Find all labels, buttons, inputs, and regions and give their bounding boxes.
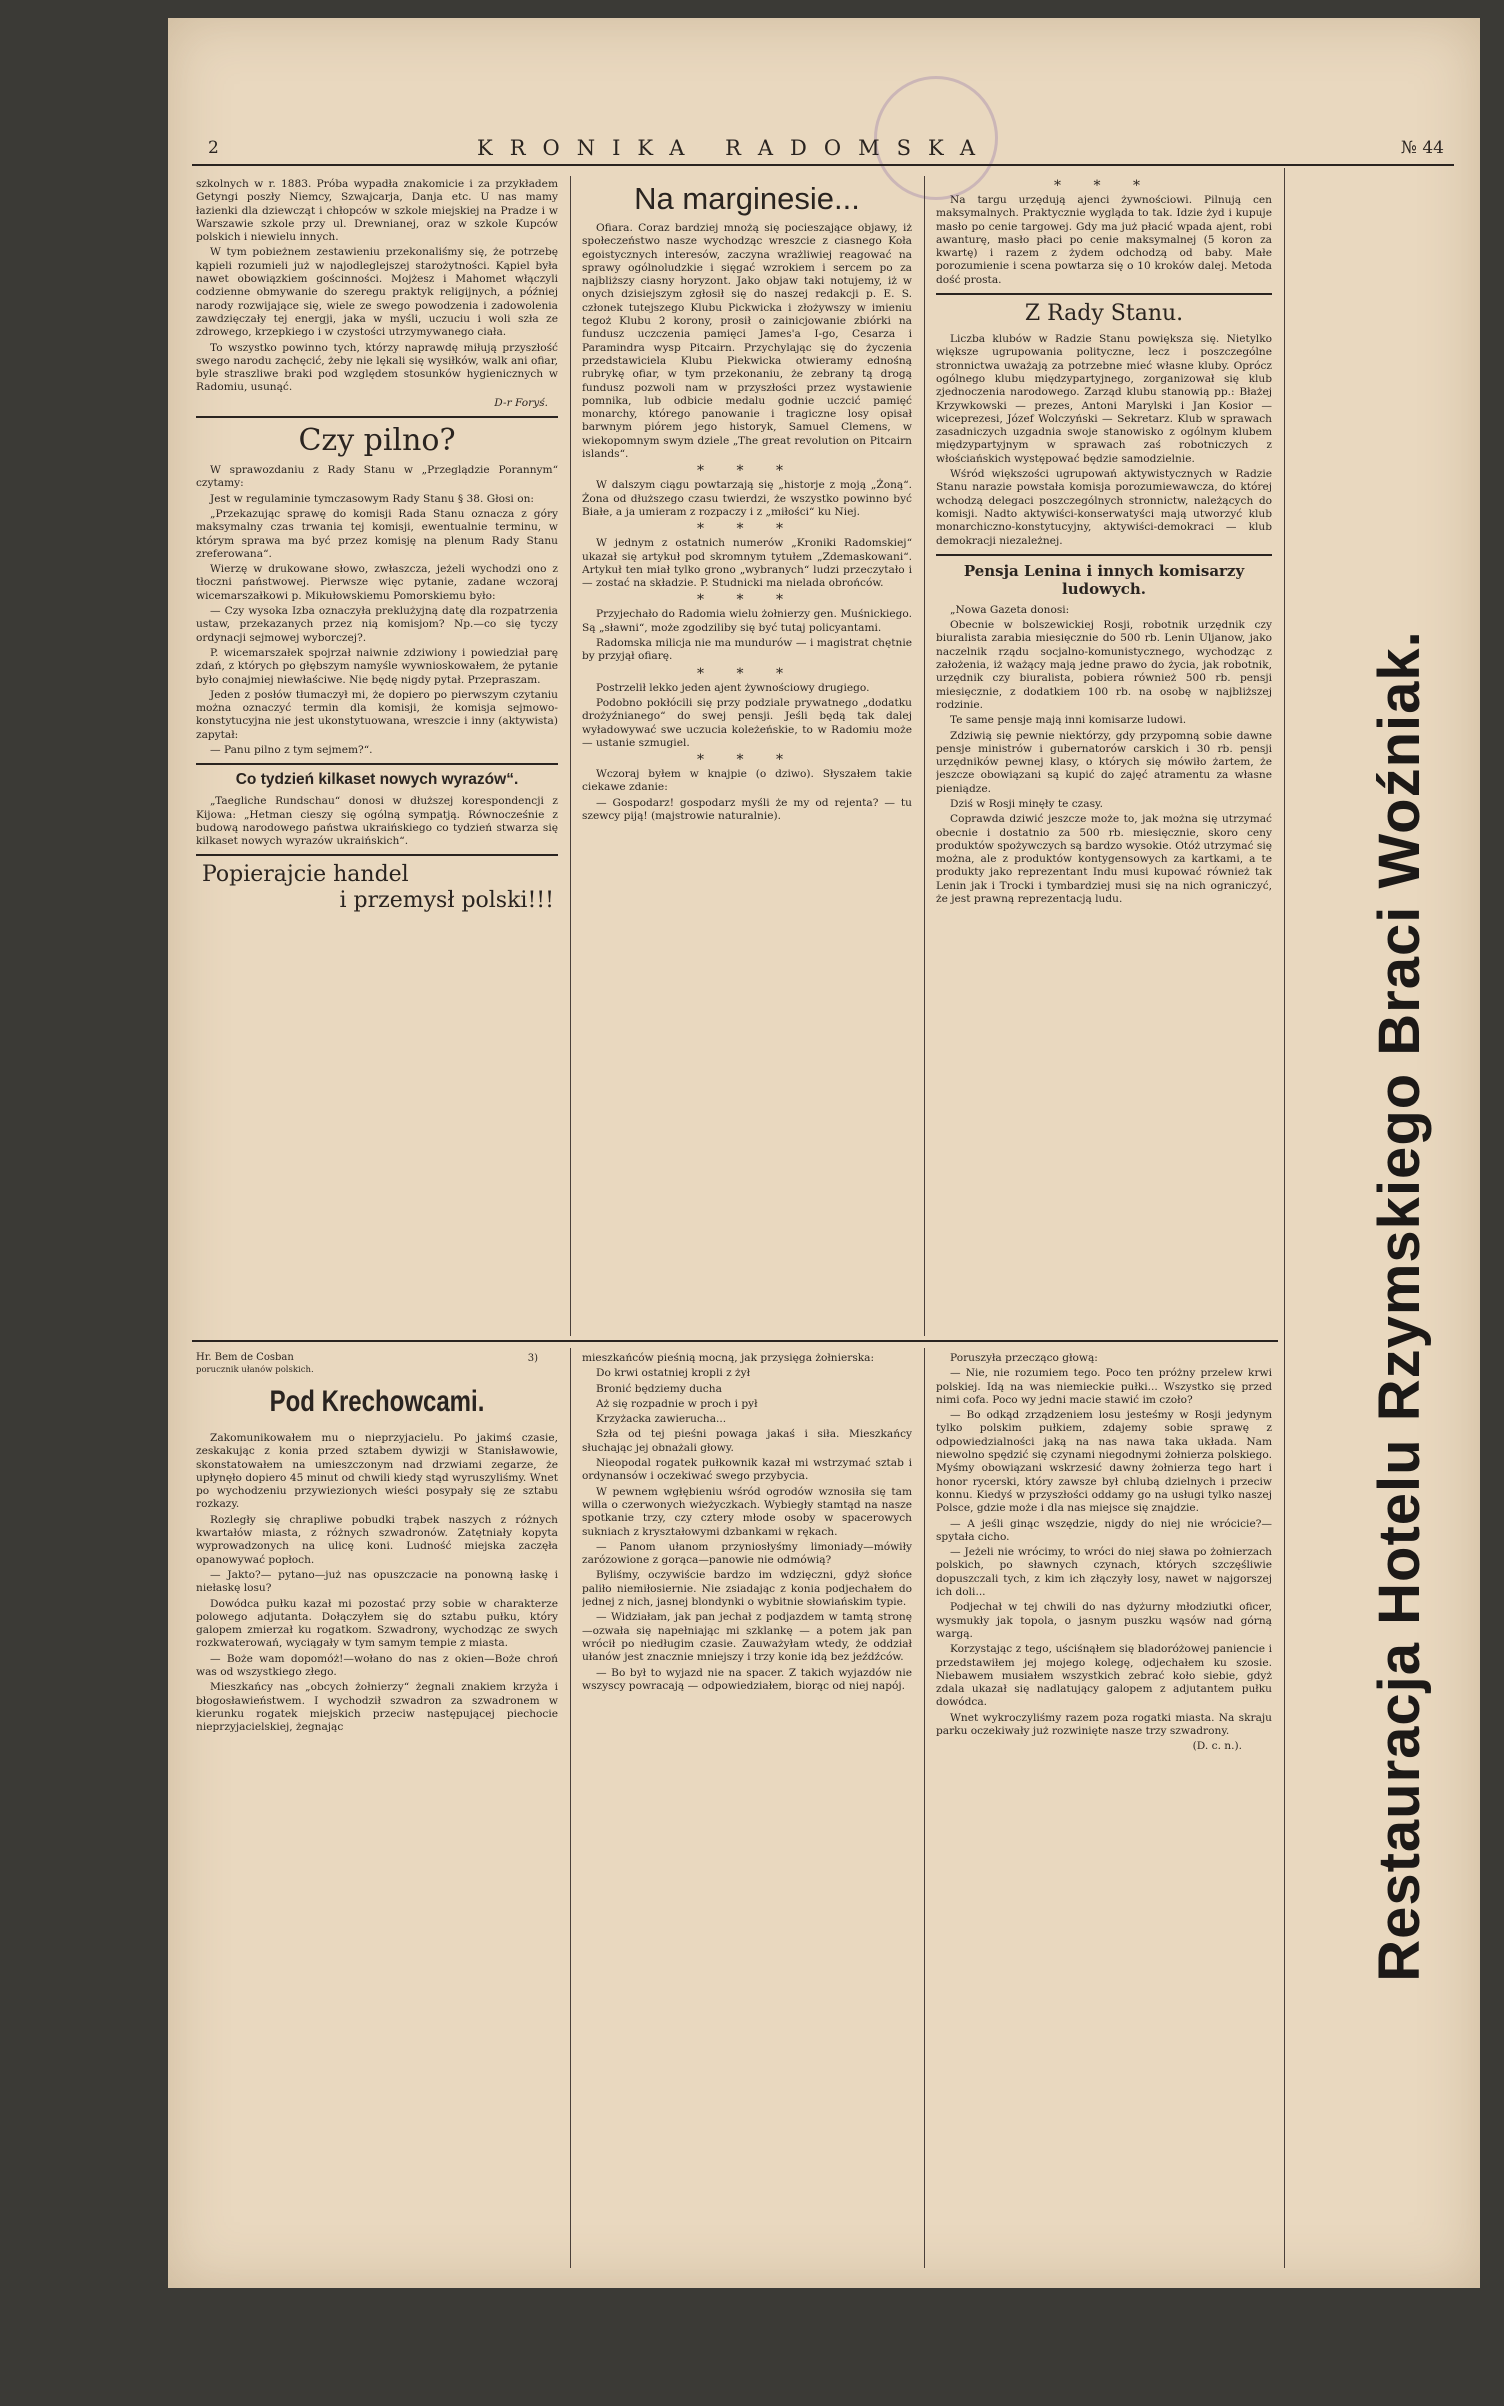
section-stars: * * * [697, 752, 797, 769]
article-text: Te same pensje mają inni komisarze ludowi. [950, 714, 1187, 727]
article-text: P. wicemarszałek spojrzał naiwnie zdziwiony i powiedział parę zdań, z których po głębszym namyśle wywnioskowałem, że pytanie było conajmiej niewłaściwe. Nie będę nigdy pytał. Przepraszam. [196, 646, 558, 686]
serial-text: — Panom ułanom przyniosłyśmy limoniady—mówiły zarózowione z gorąca—panowie nie odmówią? [582, 1540, 912, 1567]
article-text: Liczba klubów w Radzie Stanu powiększa się. Nietylko większe ugrupowania polityczne, lecz i poszczególne stronnictwa uważają za potrzebne mieć własne kluby. Oprócz ogólnego klubu międzypartyjnego, zorganizował się klub zjednoczenia narodowego. Zarząd klubu stanowią pp.: Błażej Krzywkowski — prezes, Antoni Marylski i Jan Kosior — wiceprezesi, Józef Wolczyński — Sekretarz. Klub w sprawach zasadniczych uzgadnia swoje stanowisko z ogólnym klubem międzypartyjnym w sprawach zaś robotniczych z włościańskich występować będzie samodzielnie. [936, 333, 1272, 465]
divider [936, 554, 1272, 556]
article-text: — Gospodarz! gospodarz myśli że my od rejenta? — tu szewcy piją! (majstrowie naturalnie). [582, 796, 912, 822]
slogan-line-2: i przemysł polski!!! [339, 888, 554, 914]
serial-text: — A jeśli ginąc wszędzie, nigdy do niej nie wrócicie?—spytała cicho. [936, 1517, 1272, 1543]
song-line: Do krwi ostatniej kropli z żył [596, 1367, 751, 1380]
divider [936, 293, 1272, 295]
page-header [192, 130, 1454, 166]
serial-column-2 [582, 1352, 912, 2272]
section-stars: * * * [697, 463, 797, 480]
article-text: Ofiara. Coraz bardziej mnożą się pocieszające objawy, iż społeczeństwo nasze wychodząc wreszcie z ciasnego Koła egoistycznych interesów, zaczyna wrażliwiej reagować na sprawy ogólnoludzkie i sięgać wzrokiem i sercem po za najbliższy ciasny horyzont. Jako objaw taki notujemy, iż w onych dzisiejszym zgłosił się do naszej redakcji p. E. S. członek tutejszego Klubu Pickwicka i złożywszy w imieniu tegoż Klubu 2 korony, prosił o zainicjowanie zbiórki na fundusz uczczenia pamięci James'a I-go, Cesarza i Paramindra wysp Pitcairn. Przychylając się do życzenia przedstawiciela Klubu Piekwicka otwieramy ednośną rubrykę ofiar, w tym przekonaniu, że zebrany tą drogą fundusz pozwoli nam w przyszłości przez wystawienie pomnika, lub odbicie medalu godnie uczcić pamięć monarchy, którego panowanie i tragiczne losy opisał barwnym piórem jego historyk, Samuel Clemens, w wiekopomnym swym dziele „The great revolution on Pitcairn islands“. [582, 222, 912, 461]
headline-z-rady-stanu: Z Rady Stanu. [1024, 301, 1184, 327]
newspaper-title: KRONIKA RADOMSKA [477, 136, 992, 160]
article-text: Jest w regulaminie tymczasowym Rady Stanu § 38. Głosi on: [210, 492, 534, 505]
serial-text: — Jakto?— pytano—już nas opuszczacie na ponowną łaskę i niełaskę losu? [196, 1568, 558, 1595]
headline-czy-pilno: Czy pilno? [298, 423, 456, 459]
section-stars: * * * [1054, 178, 1154, 194]
song-line: Bronić będziemy ducha [596, 1382, 722, 1395]
author-signature: D-r Foryś. [494, 396, 548, 409]
issue-number: № 44 [1400, 138, 1444, 158]
article-text: Zdziwią się pewnie niektórzy, gdy przypomną sobie dawne pensje ministrów i gubernatorów carskich i 30 rb. pensji urzędników pewnej klasy, o których się mówiło żartem, że jeszcze obowiązani są kupić do zajęć atramentu za własne pieniądze. [936, 729, 1272, 795]
divider [196, 854, 558, 856]
article-text: Wierzę w drukowane słowo, zwłaszcza, jeżeli wychodzi ono z tłoczni państwowej. Pierwsze więc pytanie, zadane wczoraj wicemarszałkowi p. Mikułowskiemu Pomorskiemu było: [196, 563, 558, 602]
serial-text: — Bo był to wyjazd nie na spacer. Z takich wyjazdów nie wszyscy powracają — odpowiedziałem, biorąc od niej napój. [582, 1666, 912, 1692]
serial-text: Rozległy się chrapliwe pobudki trąbek naszych z różnych kwartałów miasta, z różnych szwadronów. Zatętniały kopyta wyprowadzonych na ulicę koni. Ludność miejska zaczęła opanowywać popłoch. [196, 1513, 558, 1566]
serial-text: Poruszyła przecząco głową: [950, 1352, 1098, 1364]
article-text: Obecnie w bolszewickiej Rosji, robotnik urzędnik czy biuralista zarabia miesięcznie do 500 rb. Lenin Uljanow, jako naczelnik rządu socjalno-komunistycznego, wychodząc z założenia, iż ważący mają jedne prawo do życia, jak robotnik, urzędnik czy biuralista, pobiera również 500 rb. pensji miesięcznie, z dodatkiem 100 rb. na osobę w najbliższej rodzinie. [936, 619, 1272, 711]
vertical-advertisement: Restauracja Hotelu Rzymskiego Braci Woźniak. [1367, 630, 1432, 1982]
serial-continued: (D. c. n.). [1192, 1740, 1242, 1753]
serial-author: Hr. Bem de Cosban [196, 1352, 294, 1363]
serial-column-1 [196, 1352, 558, 2272]
section-rule [192, 1340, 1278, 1342]
article-text: Postrzelił lekko jeden ajent żywnościowy drugiego. [596, 681, 870, 694]
section-stars: * * * [697, 592, 797, 609]
section-stars: * * * [697, 665, 797, 682]
serial-text: — Nie, nie rozumiem tego. Poco ten próżny przelew krwi polskiej. Idą na was niemieckie pułki... Wszystko się przed nimi cofa. Poco wy jedni macie stawić im czoło? [936, 1367, 1272, 1406]
newspaper-page [168, 18, 1480, 2288]
article-text: „Przekazując sprawę do komisji Rada Stanu oznacza z góry maksymalny czas trwania tej komisji, ewentualnie terminu, w którym sprawa ma być przez komisję na plenum Rady Stanu zreferowana“. [196, 507, 558, 560]
serial-text: Wnet wykroczyliśmy razem poza rogatki miasta. Na skraju parku oczekiwały już rozwinięte nasze trzy szwadrony. [936, 1711, 1272, 1738]
column-rule [1284, 168, 1285, 2268]
serial-text: mieszkańców pieśnią mocną, jak przysięga żołnierska: [582, 1352, 875, 1364]
page-number: 2 [208, 138, 219, 158]
serial-title: Pod Krechowcami. [269, 1385, 485, 1418]
article-text: Wczoraj byłem w knajpie (o dziwo). Słyszałem takie ciekawe zdanie: [582, 768, 912, 794]
song-line: Aż się rozpadnie w proch i pył [596, 1397, 758, 1410]
article-text: W tym pobieżnem zestawieniu przekonaliśmy się, że potrzebę kąpieli rozumieli już w najodleglejszej starożytności. Kąpiel była nawet obowiązkiem gościnności. Mojżesz i Mahomet włączyli codzienne obmywanie do szeregu praktyk religijnych, a później narody rozwijające się, wiele ze swego powodzenia i zadowolenia zawdzięczały tej energji, jaka w myśli, uczuciu i woli szła ze zdrowego, krzepkiego i w czystości utrzymywanego ciała. [196, 246, 558, 339]
serial-text: Nieopodal rogatek pułkownik kazał mi wstrzymać sztab i ordynansów i oczekiwać swego przybycia. [582, 1457, 912, 1483]
article-text: Coprawda dziwić jeszcze może to, jak można się utrzymać obecnie i dostatnio za 500 rb. miesięcznie, skoro ceny produktów spożywczych są bardzo wysokie. Otóż utrzymać się można, ale z produktów kontygensowych za kartkami, a te produkty jako reprezentant Indu musi kupować również tak Lenin jak i Trocki i tymbardziej musi się na nich ograniczyć, że jest prawną reprezentacją ludu. [936, 813, 1272, 906]
column-rule [570, 176, 571, 1336]
headline-pensja-lenina: Pensja Lenina i innych komisarzy ludowych. [963, 561, 1245, 598]
serial-text: Byliśmy, oczywiście bardzo im wdzięczni, gdyż słońce paliło niemiłosiernie. Nie zsiadając z konia podjechałem do jednej z nich, jasnej blondynki o wybitnie słowiańskim typie. [582, 1569, 912, 1609]
article-text: „Nowa Gazeta donosi: [950, 603, 1070, 616]
column-left [196, 178, 558, 1336]
article-text: — Czy wysoka Izba oznaczyła preklużyjną datę dla rozpatrzenia ustaw, przekazanych przez nią komisjom? Np.—co się tyczy ordynacji sejmowej wyborczej?. [196, 605, 558, 644]
song-line: Krzyżacka zawierucha... [596, 1413, 727, 1426]
section-stars: * * * [697, 521, 797, 538]
article-text: To wszystko powinno tych, którzy naprawdę miłują przyszłość swego narodu zachęcić, żeby nie lękali się wysiłków, walk ani ofiar, byle straszliwe braki pod względem stosunków hygienicznych w Radomiu, usunąć. [196, 341, 558, 394]
article-text: Podobno pokłócili się przy podziale prywatnego „dodatku drożyźnianego“ do swej pensji. Jeśli będą tak dalej wyładowywać swe uczucia koleżeńskie, to w Radomiu może — ustanie szmugiel. [582, 696, 912, 749]
column-rule [924, 176, 925, 1336]
serial-text: Mieszkańcy nas „obcych żołnierzy“ żegnali znakiem krzyża i błogosławieństwem. I wychodził szwadron za szwadronem w kierunku rogatek miejskich przeciw następującej piechocie nieprzyjacielskiej, żegnając [196, 1681, 558, 1734]
serial-author-role: porucznik ułanów polskich. [196, 1365, 314, 1375]
column-rule [924, 1348, 925, 2268]
serial-text: — Widziałam, jak pan jechał z podjazdem w tamtą stronę—ozwała się napełniając mi szklankę — a potem jak pan wrócił po niedługim czasie. Zauważyłam wtedy, że oddział ułanów jest znacznie mniejszy i trzy konie idą bez jeźdźców. [582, 1611, 912, 1664]
article-text: W sprawozdaniu z Rady Stanu w „Przeglądzie Porannym“ czytamy: [196, 464, 558, 490]
headline-na-marginesie: Na marginesie... [634, 181, 860, 216]
serial-text: Korzystając z tego, uściśnąłem się bladoróżowej paniencie i przedstawiłem jej mojego kolegę, odjechałem ku szosie. Niebawem musiałem wszystkich zebrać koło siebie, gdyż zdala ukazał się nadlatujący galopem z adjutantem pułku dowódca. [936, 1643, 1272, 1709]
article-text: W dalszym ciągu powtarzają się „historje z moją „Żoną“. Żona od dłuższego czasu twierdzi, że wszystko powinno być Białe, a ja umieram z rozpaczy i z „miłości“ ku Niej. [582, 479, 912, 518]
divider [196, 416, 558, 418]
serial-text: Zakomunikowałem mu o nieprzyjacielu. Po jakimś czasie, zeskakując z konia przed sztabem dywizji w Stanisławowie, skonstatowałem na umieszczonym nad drzwiami zegarze, że upłynęło dopiero 45 minut od chwili kiedy stąd wyruszyliśmy. Wnet po wychodzeniu przywiezionych wieści posypały się ze sztabu rozkazy. [196, 1432, 558, 1511]
article-text: Na targu urzędują ajenci żywnościowi. Pilnują cen maksymalnych. Praktycznie wygląda to tak. Idzie żyd i kupuje masło po cenie targowej. Gdy ma już płacić wpada ajent, robi awanturę, masło płaci po cenie maksymalnej (5 koron za kwartę) i razem z żydem odchodzą od baby. Małe porozumienie i scena powtarza się o 10 kroków dalej. Metoda dość prosta. [936, 194, 1272, 286]
serial-text: — Jeżeli nie wrócimy, to wróci do niej sława po żołnierzach polskich, po sławnych czynach, których szczęśliwie dopuszczali tych, z kim ich złączyły losy, nawet w najgorszej ich doli... [936, 1546, 1272, 1599]
column-middle [582, 178, 912, 1336]
article-text: — Panu pilno z tym sejmem?“. [210, 743, 373, 756]
headline-wyrazy: Co tydzień kilkaset nowych wyrazów“. [235, 771, 519, 789]
divider [196, 763, 558, 765]
serial-text: Podjechał w tej chwili do nas dyżurny młodziutki oficer, wysmukły jak topola, o jasnym puszku wąsów nad górną wargą. [936, 1601, 1272, 1640]
article-text: W jednym z ostatnich numerów „Kroniki Radomskiej“ ukazał się artykuł pod skromnym tytułem „Zdemaskowani“. Artykuł ten miał tylko grono „wybranych“ ludzi przeczytało i — zostać na składzie. P. Studnicki ma nielada obrońców. [582, 537, 912, 590]
article-text: Dziś w Rosji minęły te czasy. [950, 797, 1103, 810]
article-text: „Taegliche Rundschau“ donosi w dłuższej korespondencji z Kijowa: „Hetman cieszy się ogólną sympatją. Równocześnie z budową narodowego państwa ukraińskiego co tydzień stwarza się kilkaset nowych wyrazów ukraińskich“. [196, 795, 558, 848]
serial-text: — Bo odkąd zrządzeniem losu jesteśmy w Rosji jedynym tylko polskim pułkiem, zdajemy sobie sprawę z odpowiedzialności jaką na nas nawa taka układa. Nam niewolno spędzić się czynami niegodnymi żołnierza polskiego. Myśmy obowiązani wskrzesić dawny żołnierza tego hart i honor rycerski, który zawsze był chlubą dzielnych i przeciw konnu. Kiedyś w przyszłości oddamy go na usługi tylko naszej Polsce, gdzie może i dla nas miejsce się znajdzie. [936, 1409, 1272, 1515]
slogan-line-1: Popierajcie handel [202, 862, 409, 888]
column-rule [570, 1348, 571, 2268]
serial-text: — Boże wam dopomóż!—wołano do nas z okien—Boże chroń was od wszystkiego złego. [196, 1652, 558, 1679]
article-text: Przyjechało do Radomia wielu żołnierzy gen. Muśnickiego. Są „sławni“, może zgodziliby się być tutaj policyantami. [582, 608, 912, 634]
article-text: Wśród większości ugrupowań aktywistycznych w Radzie Stanu narazie powstała komisja porozumiewawcza, do której wchodzą delegaci poszczególnych stronnictw, należących do komisji. Nadto aktywiści-konserwatyści mają utworzyć klub monarchiczno-konstytucyjny, aktywiści-demokraci — klub demokracji niezależnej. [936, 468, 1272, 547]
article-text: Jeden z posłów tłumaczył mi, że dopiero po pierwszym czytaniu można oznaczyć termin dla komisji, że komisja sejmowo-konstytucyjna nie jest ukonstytuowana, wreszcie i inny (aktywista) zapytał: [196, 688, 558, 741]
serial-column-3 [936, 1352, 1272, 2272]
serial-text: Dowódca pułku kazał mi pozostać przy sobie w charakterze polowego adjutanta. Dołączyłem się do sztabu pułku, który galopem zmierzał ku rogatkom. Szwadrony, wychodząc ze swych rozkwaterowań, wyciągały w tym samym tempie z miasta. [196, 1597, 558, 1650]
article-text: szkolnych w r. 1883. Próba wypadła znakomicie i za przykładem Getyngi poszły Niemcy, Szwajcarja, Danja etc. U nas mamy łazienki dla dziewcząt i chłopców w szkole miejskiej na Pradze i w Warszawie szkole przy ul. Drewnianej, oraz w szkole Kupców polskich i niewielu innych. [196, 178, 558, 244]
column-right [936, 178, 1272, 1336]
article-text: Radomska milicja nie ma mundurów — i magistrat chętnie by przyjął ofiarę. [582, 637, 912, 663]
serial-text: W pewnem wgłębieniu wśród ogrodów wznosiła się tam willa o czerwonych wieżyczkach. Wybiegły stamtąd na nasze spotkanie trzy, czy cztery młode osoby w spacerowych sukniach z kryształowymi dzbankami w rękach. [582, 1485, 912, 1538]
serial-text: Szła od tej pieśni powaga jakaś i siła. Mieszkańcy słuchając jej obnażali głowy. [582, 1428, 912, 1454]
serial-part-number: 3) [527, 1353, 538, 1364]
